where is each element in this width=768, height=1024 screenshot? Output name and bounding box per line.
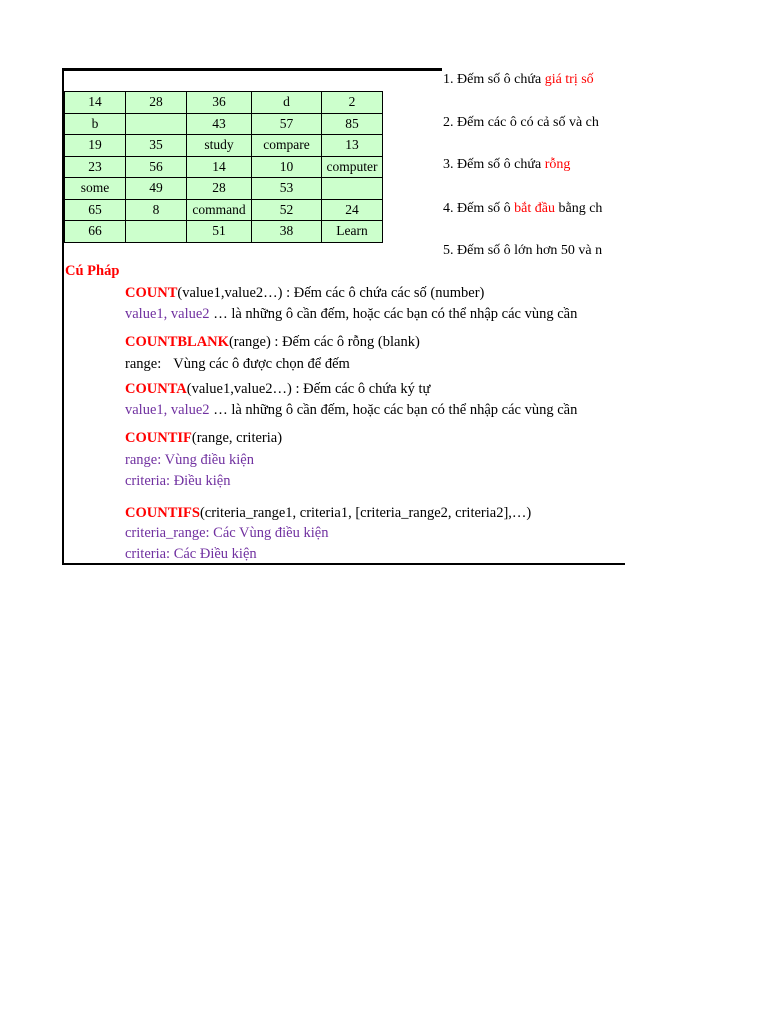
grid-row	[65, 178, 383, 200]
grid-cell[interactable]: 28	[126, 92, 187, 114]
task-text: 2. Đếm các ô có cả số và ch	[443, 115, 599, 130]
grid-cell[interactable]: command	[187, 199, 252, 221]
counta-args	[125, 402, 625, 419]
sheet-top-border	[62, 68, 442, 71]
countif-function-name: COUNTIF	[125, 430, 192, 446]
grid-cell[interactable]: Learn	[322, 221, 383, 243]
task-2	[443, 115, 625, 131]
count-arg-names: value1, value2	[125, 306, 210, 322]
grid-cell[interactable]: 85	[322, 113, 383, 135]
grid-row	[65, 199, 383, 221]
task-highlight: giá trị số	[544, 72, 594, 87]
countifs-arg-criteria: criteria: Các Điều kiện	[125, 546, 257, 562]
grid-cell[interactable]: 49	[126, 178, 187, 200]
grid-cell[interactable]: 14	[187, 156, 252, 178]
task-text: bằng ch	[555, 201, 603, 216]
count-arg-description: … là những ô cần đếm, hoặc các bạn có thể nhập các vùng cần	[209, 306, 578, 322]
grid-cell[interactable]: 36	[187, 92, 252, 114]
countblank-function-name: COUNTBLANK	[125, 334, 229, 350]
grid-cell[interactable]	[126, 221, 187, 243]
grid-cell[interactable]: 23	[65, 156, 126, 178]
grid-row	[65, 92, 383, 114]
countifs-description: (criteria_range1, criteria1, [criteria_range2, criteria2],…)	[199, 505, 532, 521]
count-args	[125, 306, 625, 323]
countblank-description: (range) : Đếm các ô rỗng (blank)	[228, 334, 420, 350]
task-4	[443, 201, 625, 217]
grid-row	[65, 156, 383, 178]
grid-cell[interactable]: b	[65, 113, 126, 135]
grid-cell[interactable]: 57	[252, 113, 322, 135]
grid-cell[interactable]: compare	[252, 135, 322, 157]
countblank-signature	[125, 334, 625, 351]
countifs-function-name: COUNTIFS	[125, 505, 200, 521]
grid-cell[interactable]: 51	[187, 221, 252, 243]
grid-cell[interactable]: 66	[65, 221, 126, 243]
grid-cell[interactable]: 52	[252, 199, 322, 221]
grid-cell[interactable]: 19	[65, 135, 126, 157]
grid-cell[interactable]: 38	[252, 221, 322, 243]
countif-description: (range, criteria)	[191, 430, 283, 446]
grid-cell[interactable]: study	[187, 135, 252, 157]
task-highlight: rỗng	[544, 157, 571, 172]
syntax-heading: Cú Pháp	[65, 263, 120, 279]
grid-cell[interactable]: 2	[322, 92, 383, 114]
countif-arg-criteria: criteria: Điều kiện	[125, 473, 231, 489]
grid-cell[interactable]: 24	[322, 199, 383, 221]
countifs-signature	[125, 505, 625, 522]
grid-cell[interactable]: d	[252, 92, 322, 114]
task-text: 3. Đếm số ô chứa	[443, 157, 545, 172]
data-grid	[64, 91, 383, 243]
countblank-arg-label: range:	[125, 356, 162, 372]
task-text: 4. Đếm số ô	[443, 201, 515, 216]
task-text: 5. Đếm số ô lớn hơn 50 và n	[443, 243, 603, 258]
countif-arg-range: range: Vùng điều kiện	[125, 452, 254, 468]
grid-row	[65, 221, 383, 243]
grid-row	[65, 113, 383, 135]
countif-signature	[125, 430, 625, 447]
count-description: (value1,value2…) : Đếm các ô chứa các số (number)	[177, 285, 485, 301]
counta-arg-description: … là những ô cần đếm, hoặc các bạn có thể nhập các vùng cần	[209, 402, 578, 418]
counta-description: (value1,value2…) : Đếm các ô chứa ký tự	[186, 381, 431, 397]
count-function-name: COUNT	[125, 285, 178, 301]
grid-row	[65, 135, 383, 157]
grid-cell[interactable]: 14	[65, 92, 126, 114]
counta-signature	[125, 381, 625, 398]
grid-cell[interactable]: 10	[252, 156, 322, 178]
countblank-args	[125, 356, 625, 373]
grid-cell[interactable]: 56	[126, 156, 187, 178]
countifs-arg-range: criteria_range: Các Vùng điều kiện	[125, 525, 329, 541]
grid-cell[interactable]: 8	[126, 199, 187, 221]
task-text: 1. Đếm số ô chứa	[443, 72, 545, 87]
grid-cell[interactable]: computer	[322, 156, 383, 178]
counta-function-name: COUNTA	[125, 381, 187, 397]
task-1	[443, 72, 625, 88]
task-5	[443, 243, 625, 259]
grid-cell[interactable]	[126, 113, 187, 135]
grid-cell[interactable]: 65	[65, 199, 126, 221]
grid-cell[interactable]: 28	[187, 178, 252, 200]
grid-cell[interactable]: 35	[126, 135, 187, 157]
grid-cell[interactable]: 43	[187, 113, 252, 135]
count-signature	[125, 285, 625, 302]
sheet-bottom-border	[62, 563, 625, 565]
grid-cell[interactable]: 53	[252, 178, 322, 200]
task-highlight: bắt đầu	[514, 201, 555, 216]
grid-cell[interactable]: some	[65, 178, 126, 200]
countblank-arg-description: Vùng các ô được chọn để đếm	[173, 356, 350, 372]
grid-cell[interactable]: 13	[322, 135, 383, 157]
task-3	[443, 157, 625, 173]
counta-arg-names: value1, value2	[125, 402, 210, 418]
grid-cell[interactable]	[322, 178, 383, 200]
